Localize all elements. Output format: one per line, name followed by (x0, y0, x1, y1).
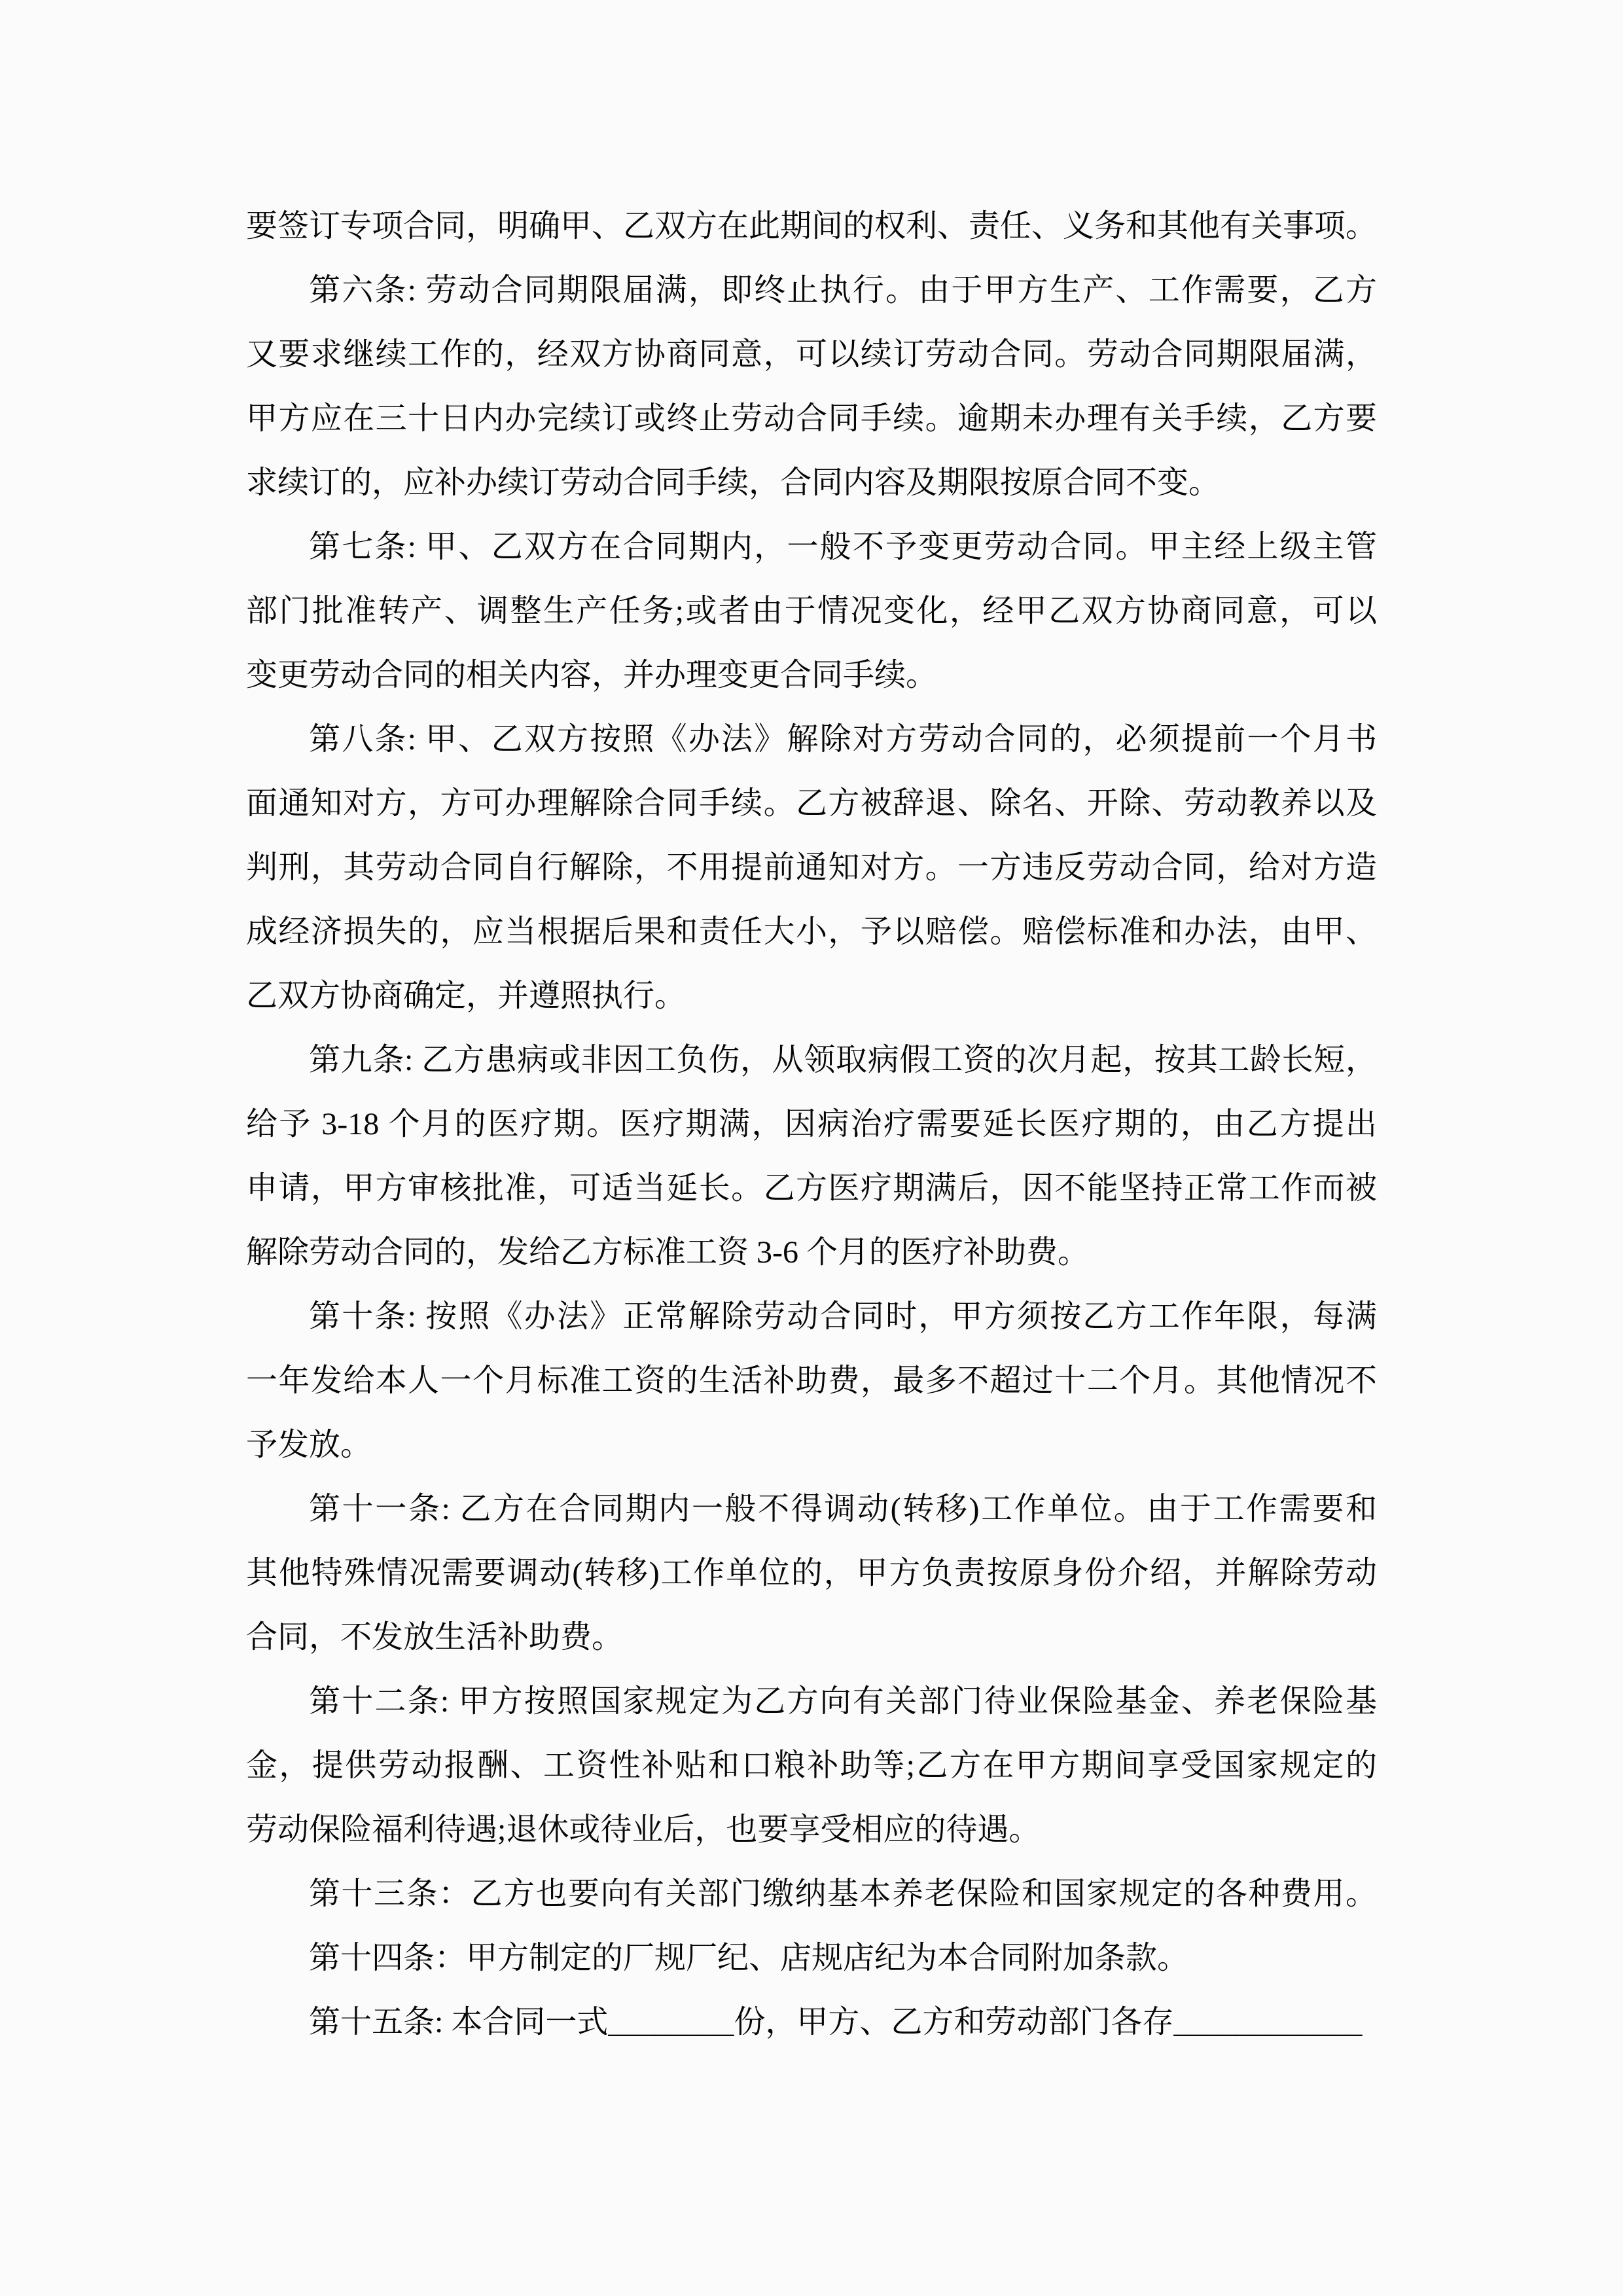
contract-text-line: 第十条: 按照《办法》正常解除劳动合同时，甲方须按乙方工作年限，每满 (309, 1299, 1377, 1334)
contract-text-line: 第十三条：乙方也要向有关部门缴纳基本养老保险和国家规定的各种费用。 (309, 1876, 1377, 1911)
contract-text-line: 第八条: 甲、乙双方按照《办法》解除对方劳动合同的，必须提前一个月书 (309, 722, 1377, 757)
contract-text-line: 第十四条：甲方制定的厂规厂纪、店规店纪为本合同附加条款。 (309, 1941, 1189, 1975)
contract-text-line: 合同，不发放生活补助费。 (246, 1620, 624, 1655)
contract-text-line: 第七条: 甲、乙双方在合同期内，一般不予变更劳动合同。甲主经上级主管 (309, 529, 1377, 564)
contract-text-block (246, 194, 1377, 2054)
contract-text-line: 第十二条: 甲方按照国家规定为乙方向有关部门待业保险基金、养老保险基 (309, 1684, 1377, 1719)
contract-text-line: 乙双方协商确定，并遵照执行。 (246, 978, 687, 1013)
contract-text-line: 第六条: 劳动合同期限届满，即终止执行。由于甲方生产、工作需要，乙方 (309, 273, 1377, 308)
contract-text-line: 求续订的，应补办续订劳动合同手续，合同内容及期限按原合同不变。 (246, 465, 1221, 500)
contract-text-line: 金，提供劳动报酬、工资性补贴和口粮补助等;乙方在甲方期间享受国家规定的 (246, 1748, 1377, 1783)
contract-text-line: 一年发给本人一个月标准工资的生活补助费，最多不超过十二个月。其他情况不 (246, 1363, 1377, 1398)
contract-text-line: 申请，甲方审核批准，可适当延长。乙方医疗期满后，因不能坚持正常工作而被 (246, 1171, 1377, 1206)
contract-text-line: 予发放。 (246, 1427, 372, 1462)
contract-text-line: 其他特殊情况需要调动(转移)工作单位的，甲方负责按原身份介绍，并解除劳动 (246, 1556, 1377, 1590)
contract-text-line: 变更劳动合同的相关内容，并办理变更合同手续。 (246, 658, 938, 692)
contract-text-line: 判刑，其劳动合同自行解除，不用提前通知对方。一方违反劳动合同，给对方造 (246, 850, 1377, 885)
contract-text-line: 给予 3-18 个月的医疗期。医疗期满，因病治疗需要延长医疗期的，由乙方提出 (246, 1107, 1377, 1141)
contract-text-line: 面通知对方，方可办理解除合同手续。乙方被辞退、除名、开除、劳动教养以及 (246, 786, 1377, 821)
contract-text-line: 第十一条: 乙方在合同期内一般不得调动(转移)工作单位。由于工作需要和 (309, 1492, 1377, 1526)
contract-text-line: 甲方应在三十日内办完续订或终止劳动合同手续。逾期未办理有关手续，乙方要 (246, 401, 1377, 436)
contract-text-line: 第九条: 乙方患病或非因工负伤，从领取病假工资的次月起，按其工龄长短， (309, 1043, 1377, 1077)
contract-text-line: 成经济损失的，应当根据后果和责任大小，予以赔偿。赔偿标准和办法，由甲、 (246, 914, 1377, 949)
contract-text-line: 又要求继续工作的，经双方协商同意，可以续订劳动合同。劳动合同期限届满， (246, 337, 1377, 372)
contract-text-line: 第十五条: 本合同一式________份，甲方、乙方和劳动部门各存____________ (309, 2005, 1363, 2039)
contract-text-line: 部门批准转产、调整生产任务;或者由于情况变化，经甲乙双方协商同意，可以 (246, 594, 1377, 628)
contract-text-line: 劳动保险福利待遇;退休或待业后，也要享受相应的待遇。 (246, 1812, 1041, 1847)
contract-text-line: 解除劳动合同的，发给乙方标准工资 3-6 个月的医疗补助费。 (246, 1235, 1089, 1270)
contract-text-line: 要签订专项合同，明确甲、乙双方在此期间的权利、责任、义务和其他有关事项。 (246, 209, 1377, 243)
